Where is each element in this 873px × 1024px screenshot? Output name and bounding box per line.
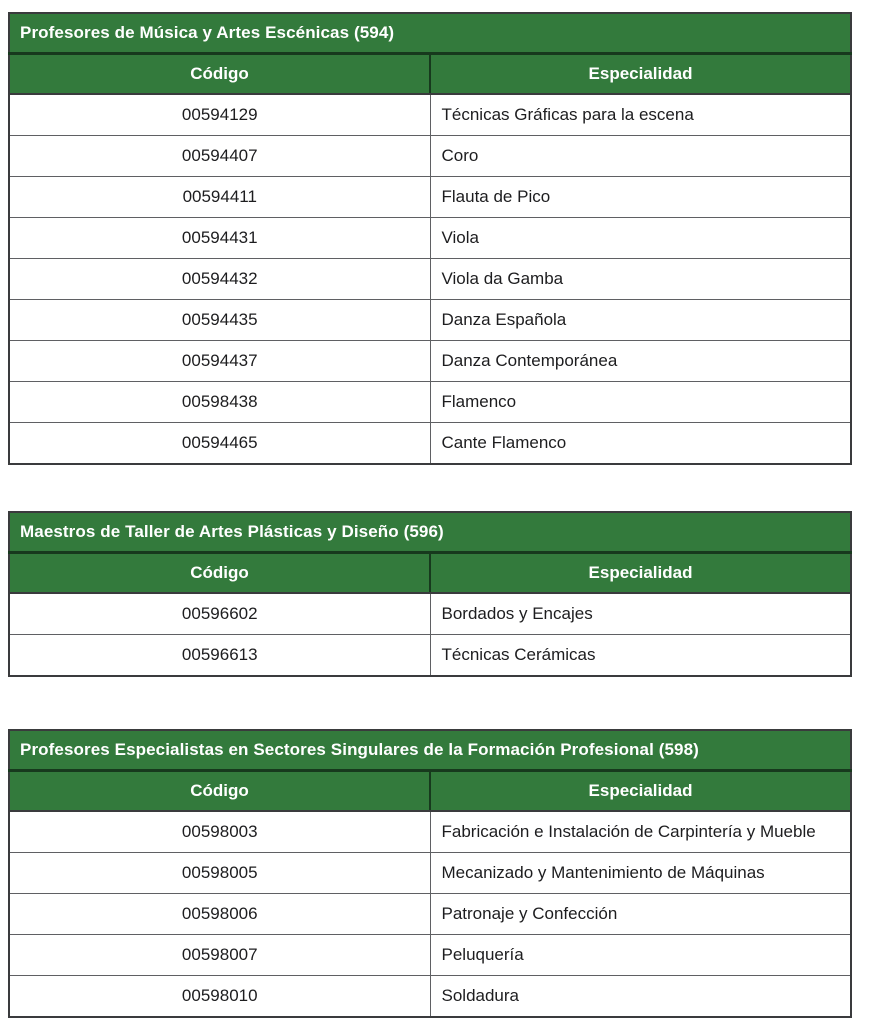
- specialty-table: [8, 729, 852, 1018]
- specialty-cell: Danza Española: [430, 300, 851, 341]
- specialty-cell: Peluquería: [430, 935, 851, 976]
- specialty-cell: Técnicas Gráficas para la escena: [430, 94, 851, 136]
- specialty-table: [8, 12, 852, 465]
- column-header-row: [9, 771, 851, 812]
- table-row: [9, 853, 851, 894]
- specialty-cell: Cante Flamenco: [430, 423, 851, 465]
- code-cell: 00594465: [9, 423, 430, 465]
- code-cell: 00598438: [9, 382, 430, 423]
- code-cell: 00596613: [9, 635, 430, 677]
- code-cell: 00598005: [9, 853, 430, 894]
- tables-container: [8, 12, 860, 1018]
- table-title: Maestros de Taller de Artes Plásticas y Diseño (596): [9, 512, 851, 553]
- specialty-cell: Viola da Gamba: [430, 259, 851, 300]
- code-cell: 00594435: [9, 300, 430, 341]
- table-head: [9, 730, 851, 811]
- code-cell: 00598006: [9, 894, 430, 935]
- specialty-cell: Soldadura: [430, 976, 851, 1018]
- specialty-cell: Coro: [430, 136, 851, 177]
- specialty-cell: Fabricación e Instalación de Carpintería y Mueble: [430, 811, 851, 853]
- column-header-especialidad: Especialidad: [430, 553, 851, 594]
- column-header-codigo: Código: [9, 54, 430, 95]
- specialty-cell: Viola: [430, 218, 851, 259]
- table-row: [9, 894, 851, 935]
- table-row: [9, 136, 851, 177]
- table-head: [9, 512, 851, 593]
- code-cell: 00594129: [9, 94, 430, 136]
- specialty-cell: Danza Contemporánea: [430, 341, 851, 382]
- column-header-especialidad: Especialidad: [430, 54, 851, 95]
- table-body: [9, 811, 851, 1017]
- table-row: [9, 341, 851, 382]
- table-row: [9, 976, 851, 1018]
- specialty-cell: Bordados y Encajes: [430, 593, 851, 635]
- table-title-row: [9, 13, 851, 54]
- table-row: [9, 218, 851, 259]
- specialty-cell: Patronaje y Confección: [430, 894, 851, 935]
- table-row: [9, 259, 851, 300]
- specialty-cell: Flauta de Pico: [430, 177, 851, 218]
- specialty-table: [8, 511, 852, 677]
- table-row: [9, 811, 851, 853]
- table-row: [9, 177, 851, 218]
- code-cell: 00598003: [9, 811, 430, 853]
- table-row: [9, 94, 851, 136]
- specialty-cell: Técnicas Cerámicas: [430, 635, 851, 677]
- code-cell: 00594411: [9, 177, 430, 218]
- specialty-cell: Flamenco: [430, 382, 851, 423]
- column-header-row: [9, 553, 851, 594]
- table-body: [9, 94, 851, 464]
- column-header-codigo: Código: [9, 771, 430, 812]
- table-title: Profesores de Música y Artes Escénicas (594): [9, 13, 851, 54]
- specialty-cell: Mecanizado y Mantenimiento de Máquinas: [430, 853, 851, 894]
- code-cell: 00594407: [9, 136, 430, 177]
- table-row: [9, 635, 851, 677]
- code-cell: 00598007: [9, 935, 430, 976]
- column-header-especialidad: Especialidad: [430, 771, 851, 812]
- table-row: [9, 423, 851, 465]
- table-title-row: [9, 730, 851, 771]
- column-header-codigo: Código: [9, 553, 430, 594]
- table-row: [9, 300, 851, 341]
- table-row: [9, 593, 851, 635]
- table-row: [9, 935, 851, 976]
- table-row: [9, 382, 851, 423]
- code-cell: 00594432: [9, 259, 430, 300]
- table-title: Profesores Especialistas en Sectores Singulares de la Formación Profesional (598): [9, 730, 851, 771]
- code-cell: 00598010: [9, 976, 430, 1018]
- code-cell: 00594431: [9, 218, 430, 259]
- code-cell: 00596602: [9, 593, 430, 635]
- column-header-row: [9, 54, 851, 95]
- table-head: [9, 13, 851, 94]
- code-cell: 00594437: [9, 341, 430, 382]
- table-title-row: [9, 512, 851, 553]
- table-body: [9, 593, 851, 676]
